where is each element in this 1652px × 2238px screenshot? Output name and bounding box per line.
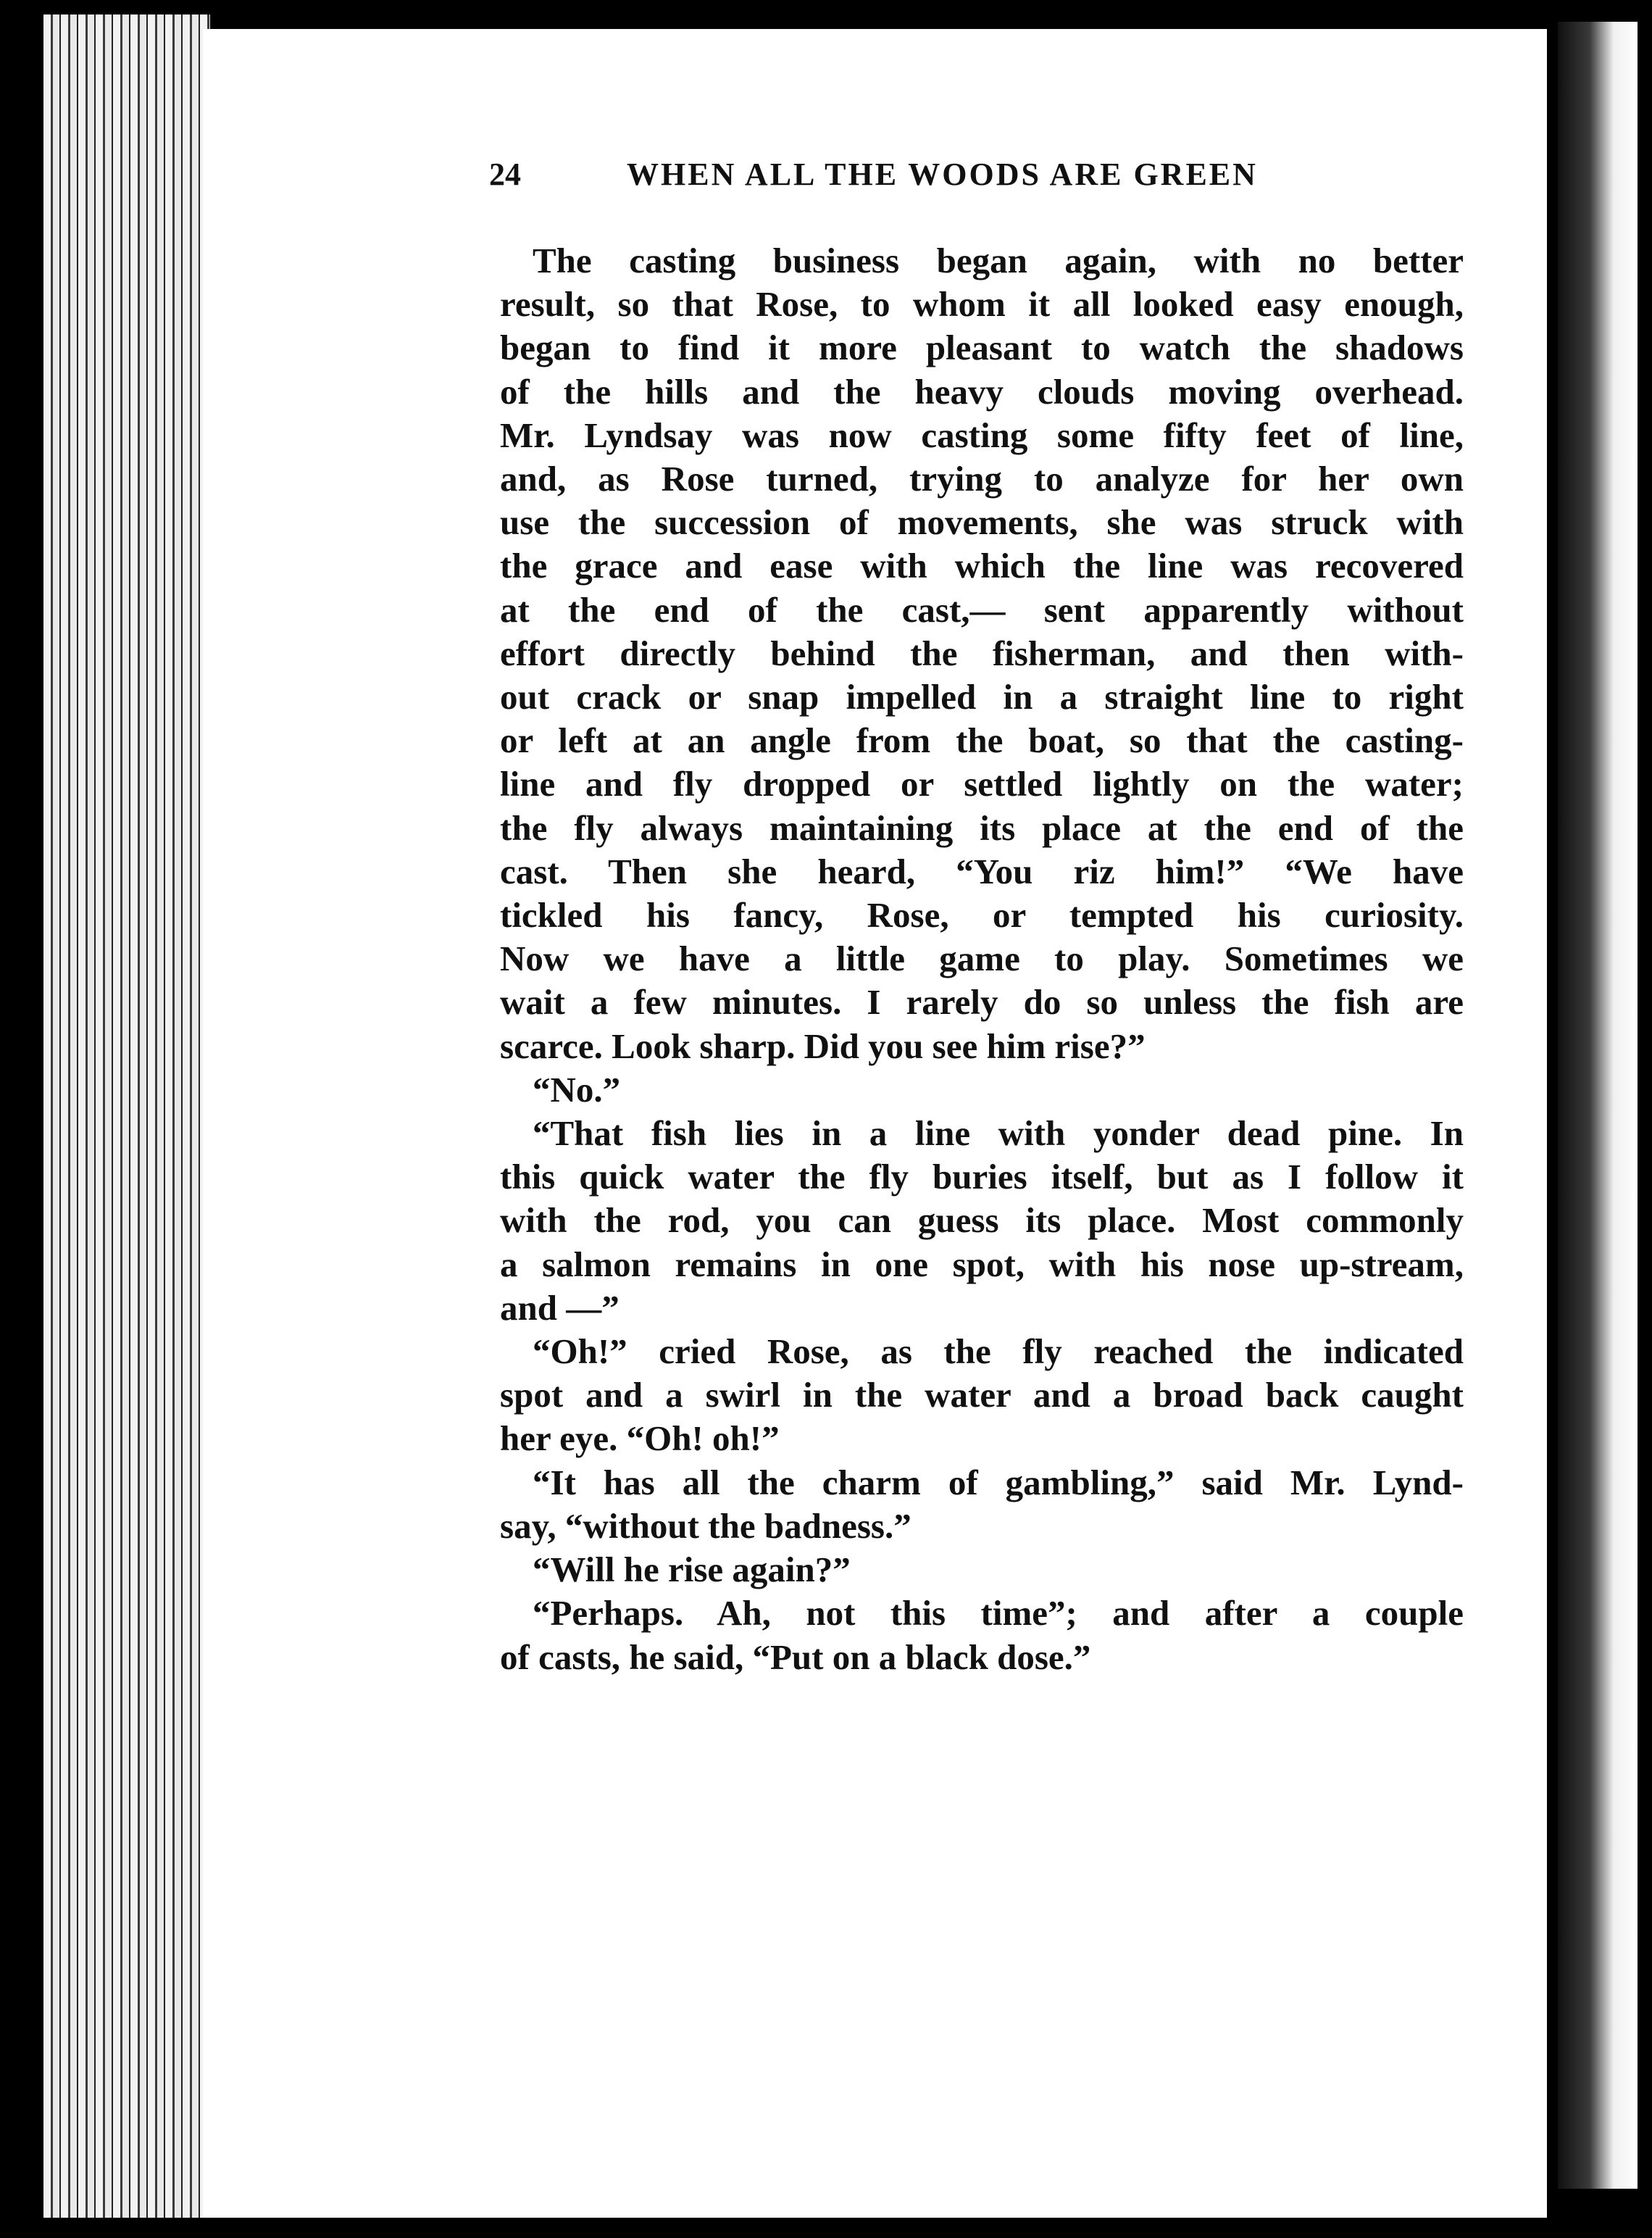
text-line: of the hills and the heavy clouds moving overhead. — [500, 371, 1464, 412]
text-line: scarce. Look sharp. Did you see him rise?” — [500, 1026, 1146, 1066]
text-line: result, so that Rose, to whom it all looked easy enough, — [500, 284, 1464, 325]
text-line: and, as Rose turned, trying to analyze for her own — [500, 459, 1464, 499]
text-line: “Perhaps. Ah, not this time”; and after a couple — [533, 1593, 1464, 1634]
body-text — [500, 239, 1464, 1679]
text-line: “Will he rise again?” — [533, 1549, 851, 1590]
text-line: “No.” — [533, 1069, 621, 1110]
text-line: began to find it more pleasant to watch the shadows — [500, 328, 1464, 368]
running-header — [286, 156, 1315, 199]
text-line: out crack or snap impelled in a straight line to right — [500, 677, 1464, 717]
text-line: say, “without the badness.” — [500, 1505, 911, 1546]
text-line: spot and a swirl in the water and a broad back caught — [500, 1375, 1464, 1415]
text-line: “Oh!” cried Rose, as the fly reached the indicated — [533, 1331, 1464, 1372]
text-line: her eye. “Oh! oh!” — [500, 1418, 780, 1459]
text-line: at the end of the cast,— sent apparently without — [500, 589, 1464, 630]
text-line: cast. Then she heard, “You riz him!” “We have — [500, 851, 1464, 891]
text-line: this quick water the fly buries itself, but as I follow it — [500, 1157, 1464, 1197]
text-line: the grace and ease with which the line was recovered — [500, 546, 1464, 586]
running-head-title: WHEN ALL THE WOODS ARE GREEN — [627, 157, 1258, 192]
text-line: Mr. Lyndsay was now casting some fifty feet of line, — [500, 415, 1464, 455]
text-line: “That fish lies in a line with yonder dead pine. In — [533, 1113, 1464, 1154]
text-line: line and fly dropped or settled lightly on the water; — [500, 764, 1464, 804]
text-line: or left at an angle from the boat, so that the casting- — [500, 720, 1464, 761]
text-line: of casts, he said, “Put on a black dose.” — [500, 1636, 1091, 1677]
text-line: effort directly behind the fisherman, and then with- — [500, 633, 1464, 673]
text-line: wait a few minutes. I rarely do so unless the fish are — [500, 982, 1464, 1023]
text-line: use the succession of movements, she was struck with — [500, 502, 1464, 543]
text-line: “It has all the charm of gambling,” said Mr. Lynd- — [533, 1462, 1464, 1502]
text-line: The casting business began again, with no better — [533, 241, 1464, 280]
text-line: Now we have a little game to play. Sometimes we — [500, 939, 1464, 979]
text-line: tickled his fancy, Rose, or tempted his curiosity. — [500, 895, 1464, 936]
facing-page-edge — [1558, 22, 1638, 2189]
text-line: the fly always maintaining its place at the end of the — [500, 807, 1464, 848]
text-line: and —” — [500, 1287, 620, 1328]
text-line: a salmon remains in one spot, with his nose up-stream, — [500, 1244, 1464, 1284]
text-line: with the rod, you can guess its place. Most commonly — [500, 1200, 1464, 1241]
page-number: 24 — [489, 157, 521, 192]
page-edges — [43, 14, 210, 2218]
